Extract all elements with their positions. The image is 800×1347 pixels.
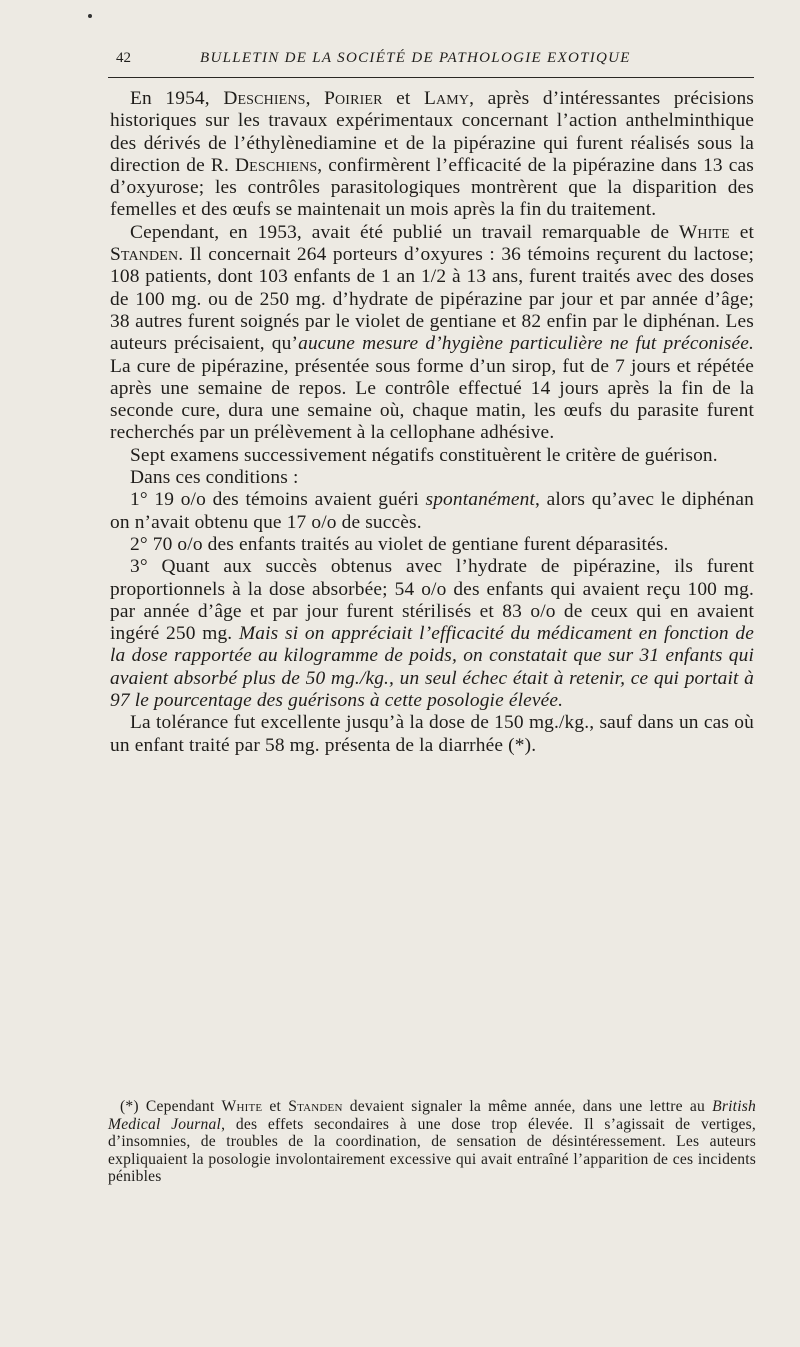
author-name: Lamy bbox=[424, 88, 470, 109]
text-run: 3° Quant aux succès obtenus avec l’hydrate de pipérazine, ils furent proportionnels à la dose absorbée; 54 o/o des enfants qui avaient reçu 100 mg. par année d’âge et par jour furent stérilisés et 83 o/o de ceux qui en avaient ingéré 250 mg. bbox=[110, 556, 754, 645]
text-run: Cependant, en 1953, avait été publié un travail remarquable de bbox=[130, 221, 679, 243]
author-name: Standen bbox=[110, 244, 179, 266]
text-run: , bbox=[305, 88, 325, 109]
paragraph-1 bbox=[110, 88, 754, 222]
italic-emphasis: aucune mesure d’hygiène particulière ne fut préconisée. bbox=[298, 333, 755, 355]
author-name: Standen bbox=[288, 1098, 343, 1115]
author-name: Deschiens bbox=[223, 88, 306, 109]
author-name: Poirier bbox=[324, 88, 383, 109]
text-run: et bbox=[382, 88, 424, 109]
body-text bbox=[110, 88, 754, 757]
text-run: 1° 19 o/o des témoins avaient guéri bbox=[130, 489, 426, 511]
text-run: En 1954, bbox=[130, 88, 224, 109]
text-run: , des effets secondaires à une dose trop élevée. Il s’agissait de vertiges, d’insomnies, de troubles de la coordination, de sensation de désintéressement. Les auteurs expliquaient la posologie involontairement excessive qui avait entraîné l’apparition de ces incidents pénibles bbox=[108, 1115, 757, 1186]
italic-emphasis: spontanément bbox=[425, 489, 536, 511]
paragraph-8: La tolérance fut excellente jusqu’à la dose de 150 mg./kg., sauf dans un cas où un enfant traité par 58 mg. présenta de la diarrhée (*). bbox=[110, 712, 754, 756]
text-run: La cure de pipérazine, présentée sous forme d’un sirop, fut de 7 jours et répétée après une semaine de repos. Le contrôle effectué 14 jours après la fin de la seconde cure, dura une semaine où, chaque matin, les œufs du parasite furent recherchés par un prélèvement à la cellophane adhésive. bbox=[110, 355, 754, 444]
page-number: 42 bbox=[116, 50, 131, 66]
italic-emphasis: Mais si on appréciait l’efficacité du médicament en fonction de la dose rapportée au kilogramme de poids, on constatait que sur 31 enfants qui avaient absorbé plus de 50 mg./kg., un seul échec était à retenir, ce qui portait à 97 le pourcentage des guérisons à cette posologie élevée. bbox=[110, 623, 754, 712]
text-run: , alors qu’avec le diphénan on n’avait obtenu que 17 o/o de succès. bbox=[110, 489, 755, 533]
text-run: et bbox=[729, 221, 754, 243]
author-name: White bbox=[221, 1098, 263, 1115]
running-title: BULLETIN DE LA SOCIÉTÉ DE PATHOLOGIE EXOTIQUE bbox=[200, 50, 631, 66]
journal-title: British Medical Journal bbox=[108, 1098, 757, 1133]
author-name: White bbox=[678, 221, 730, 243]
ink-speck bbox=[88, 14, 92, 18]
text-run: . Il concernait 264 porteurs d’oxyures : 36 témoins reçurent du lactose; 108 patients, dont 103 enfants de 1 an 1/2 à 13 ans, furent traités avec des doses de 100 mg. ou de 250 mg. d’hydrate de pipérazine par jour et par année d’âge; 38 autres furent soignés par le violet de gentiane et 82 enfin par le diphénan. Les auteurs précisaient, qu’ bbox=[110, 244, 754, 355]
paragraph-6: 2° 70 o/o des enfants traités au violet de gentiane furent déparasités. bbox=[130, 533, 669, 555]
paragraph-3: Sept examens successivement négatifs constituèrent le critère de guérison. bbox=[130, 444, 718, 466]
footnote bbox=[108, 1098, 756, 1186]
text-run: , après d’intéressantes précisions historiques sur les travaux expérimentaux concernant l’action anthelminthique des dérivés de l’éthylènediamine et de la pipérazine qui furent réalisés sous la direction de R. bbox=[110, 88, 755, 176]
text-run: , confirmèrent l’efficacité de la pipérazine dans 13 cas d’oxyurose; les contrôles parasitologiques montrèrent que la disparition des femelles et des œufs se maintenait un mois après la fin du traitement. bbox=[110, 154, 754, 221]
text-run: et bbox=[262, 1098, 289, 1115]
text-run: (*) Cependant bbox=[120, 1098, 222, 1115]
page-header bbox=[108, 50, 758, 76]
paragraph-5 bbox=[110, 489, 754, 534]
paragraph-2 bbox=[110, 222, 754, 445]
text-run: devaient signaler la même année, dans une lettre au bbox=[342, 1098, 713, 1115]
paragraph-7 bbox=[110, 556, 754, 712]
header-rule bbox=[108, 77, 754, 78]
paragraph-4: Dans ces conditions : bbox=[130, 467, 299, 489]
footnote-text bbox=[108, 1098, 756, 1186]
author-name: Deschiens bbox=[235, 154, 318, 176]
